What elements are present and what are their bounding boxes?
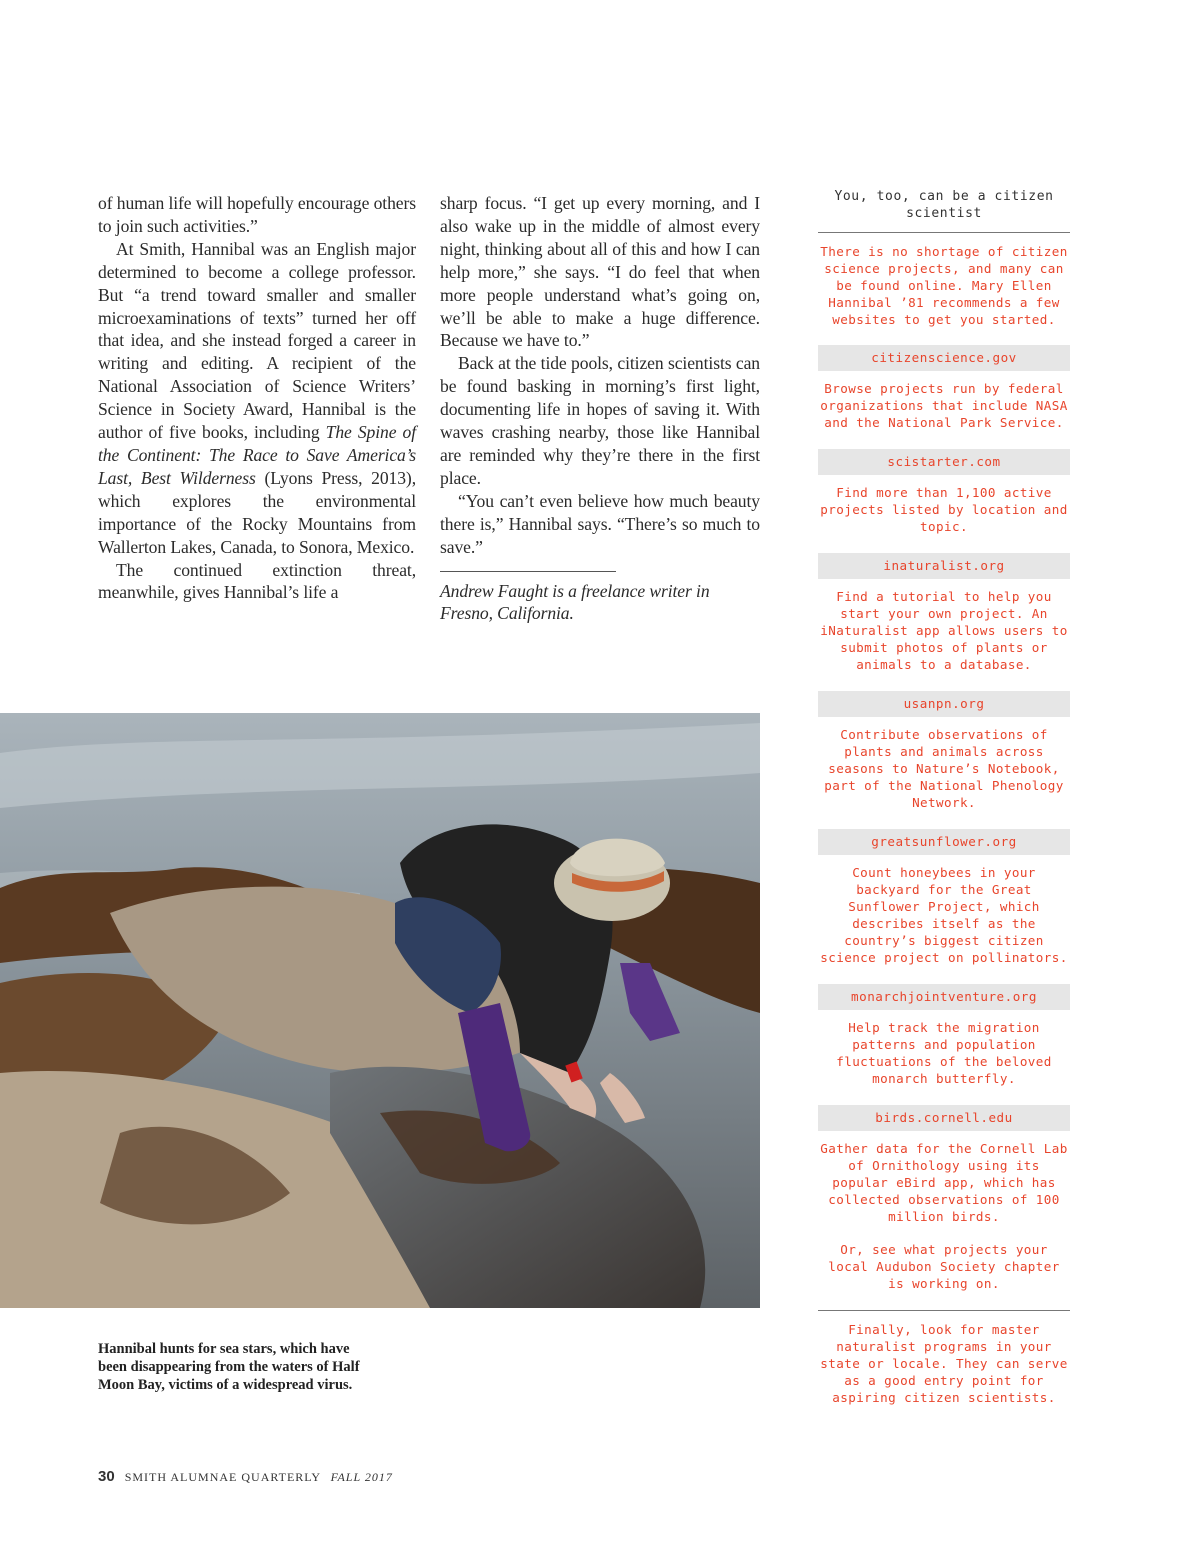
- site-link-citizenscience[interactable]: citizenscience.gov: [818, 345, 1070, 371]
- paragraph: Back at the tide pools, citizen scientists can be found basking in morning’s first light, documenting life in hopes of saving it. With waves crashing nearby, those like Hannibal are reminded why they’re there in the first place.: [440, 353, 760, 488]
- site-description: Contribute observations of plants and animals across seasons to Nature’s Notebook, part of the National Phenology Network.: [824, 727, 1064, 810]
- sidebar-divider: [818, 1310, 1070, 1311]
- paragraph: “You can’t even believe how much beauty there is,” Hannibal says. “There’s so much to save.”: [440, 490, 760, 557]
- paragraph: of human life will hopefully encourage others to join such activities.”: [98, 193, 416, 236]
- site-link-scistarter[interactable]: scistarter.com: [818, 449, 1070, 475]
- sidebar-title: You, too, can be a citizen scientist: [834, 189, 1054, 221]
- issue-label: FALL 2017: [330, 1470, 393, 1484]
- paragraph: [98, 238, 416, 559]
- photo-caption: Hannibal hunts for sea stars, which have been disappearing from the waters of Half Moon Bay, victims of a widespread virus.: [98, 1341, 360, 1393]
- paragraph-text: At Smith, Hannibal was an English major determined to become a college professor. But “a trend toward smaller and smaller microexaminations of texts” turned her off that idea, and she instead forged a career in writing and editing. A recipient of the National Association of Science Writers’ Science in Society Award, Hannibal is the author of five books, including: [98, 238, 416, 443]
- sidebar-audubon-note: Or, see what projects your local Audubon Society chapter is working on.: [828, 1242, 1060, 1291]
- site-link-usanpn[interactable]: usanpn.org: [818, 691, 1070, 717]
- article-column-1: [98, 192, 416, 604]
- page-number: 30: [98, 1468, 115, 1485]
- site-link-monarchjointventure[interactable]: monarchjointventure.org: [818, 984, 1070, 1010]
- sidebar-final-note: Finally, look for master naturalist programs in your state or locale. They can serve as a good entry point for aspiring citizen scientists.: [820, 1322, 1068, 1405]
- sidebar-intro: There is no shortage of citizen science projects, and many can be found online. Mary Ellen Hannibal ’81 recommends a few websites to get you started.: [820, 244, 1068, 327]
- site-description: Help track the migration patterns and population fluctuations of the beloved monarch butterfly.: [836, 1020, 1052, 1086]
- tide-pool-photo: [0, 713, 760, 1308]
- site-description: Browse projects run by federal organizations that include NASA and the National Park Service.: [820, 381, 1068, 430]
- site-description: Count honeybees in your backyard for the Great Sunflower Project, which describes itself as the country’s biggest citizen science project on pollinators.: [820, 865, 1068, 965]
- paragraph: sharp focus. “I get up every morning, and I also wake up in the middle of almost every night, thinking about all of this and how I can help more,” she says. “I do feel that when more people understand what’s going on, we’ll be able to make a huge difference. Because we have to.”: [440, 193, 760, 351]
- author-byline: Andrew Faught is a freelance writer in Fresno, California.: [440, 580, 710, 624]
- citizen-science-sidebar: [818, 186, 1070, 1406]
- book-title: The Spine of the Continent: The Race to Save America’s Last, Best Wilderness: [98, 422, 416, 488]
- site-description: Gather data for the Cornell Lab of Ornithology using its popular eBird app, which has collected observations of 100 million birds.: [820, 1141, 1068, 1224]
- sidebar-divider: [818, 232, 1070, 233]
- paragraph-text: (Lyons Press, 2013), which explores the environmental importance of the Rocky Mountains from Wallerton Lakes, Canada, to Sonora, Mexico.: [98, 467, 416, 557]
- byline-divider: [440, 571, 616, 572]
- site-link-birds-cornell[interactable]: birds.cornell.edu: [818, 1105, 1070, 1131]
- site-link-greatsunflower[interactable]: greatsunflower.org: [818, 829, 1070, 855]
- publication-name: SMITH ALUMNAE QUARTERLY: [124, 1470, 321, 1484]
- paragraph: The continued extinction threat, meanwhile, gives Hannibal’s life a: [98, 559, 416, 603]
- site-link-inaturalist[interactable]: inaturalist.org: [818, 553, 1070, 579]
- site-description: Find more than 1,100 active projects listed by location and topic.: [820, 485, 1068, 534]
- page-footer: [98, 1468, 393, 1485]
- article-column-2: [440, 192, 760, 625]
- site-description: Find a tutorial to help you start your own project. An iNaturalist app allows users to submit photos of plants or animals to a database.: [820, 589, 1068, 672]
